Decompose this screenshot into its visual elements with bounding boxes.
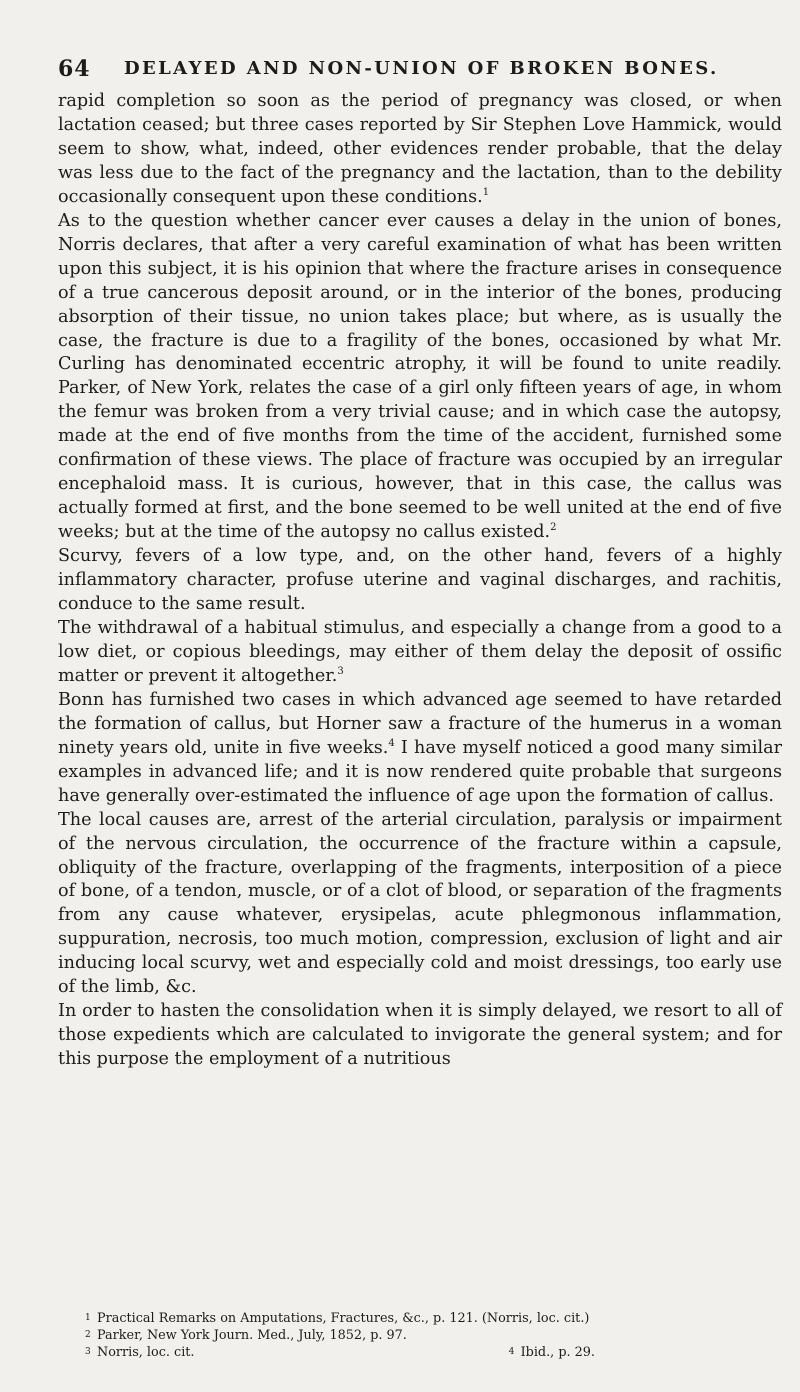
footnote-number: 1 xyxy=(85,1313,91,1323)
footnotes xyxy=(85,1310,725,1361)
footnote xyxy=(85,1327,725,1344)
paragraph: As to the question whether cancer ever causes a delay in the union of bones, Norris declares, that after a very careful examination of what has been written upon this subject, it is his opinion that where the fracture arises in consequence of a true cancerous deposit around, or in the interior of the bones, producing absorption of their tissue, no union takes place; but where, as is usually the case, the fracture is due to a fragility of the bones, occasioned by what Mr. Curling has denominated eccentric atrophy, it will be found to unite readily. Parker, of New York, relates the case of a girl only fifteen years of age, in whom the femur was broken from a very trivial cause; and in which case the autopsy, made at the end of five months from the time of the accident, furnished some confirmation of these views. The place of fracture was occupied by an irregular encephaloid mass. It is curious, however, that in this case, the callus was actually formed at first, and the bone seemed to be well united at the end of five weeks; but at the time of the autopsy no callus existed.$^2$ xyxy=(58,210,782,543)
footnote-text: Parker, New York Journ. Med., July, 1852, p. 97. xyxy=(97,1328,407,1343)
footnote-row xyxy=(85,1344,725,1361)
body-text xyxy=(58,90,782,1072)
footnote-text: Ibid., p. 29. xyxy=(520,1345,595,1360)
footnote-ref: 3 xyxy=(337,666,344,678)
footnote-ref: 1 xyxy=(482,186,490,198)
page xyxy=(58,56,782,1072)
running-title: DELAYED AND NON-UNION OF BROKEN BONES. xyxy=(124,58,719,79)
footnote-text: Norris, loc. cit. xyxy=(97,1345,195,1360)
paragraph: Bonn has furnished two cases in which advanced age seemed to have retarded the formation of callus, but Horner saw a fracture of the humerus in a woman ninety years old, unite in five weeks.$^4$ I have myself noticed a good many similar examples in advanced life; and it is now rendered quite probable that surgeons have generally over-estimated the influence of age upon the formation of callus. xyxy=(58,689,782,806)
footnote-text: Practical Remarks on Amputations, Fractures, &c., p. 121. (Norris, loc. cit.) xyxy=(97,1311,590,1326)
footnote xyxy=(509,1344,595,1361)
page-number: 64 xyxy=(58,56,91,82)
paragraph: The local causes are, arrest of the arterial circulation, paralysis or impairment of the nervous circulation, the occurrence of the fracture within a capsule, obliquity of the fracture, overlapping of the fragments, interposition of a piece of bone, of a tendon, muscle, or of a clot of blood, or separation of the fragments from any cause whatever, erysipelas, acute phlegmonous inflammation, suppuration, necrosis, too much motion, compression, exclusion of light and air inducing local scurvy, wet and especially cold and moist dressings, too early use of the limb, &c. xyxy=(58,809,782,998)
page-header xyxy=(58,56,782,82)
footnote-number: 4 xyxy=(508,1347,515,1357)
paragraph: The withdrawal of a habitual stimulus, and especially a change from a good to a low diet, or copious bleedings, may either of them delay the deposit of ossific matter or prevent it altogether.$^3$ xyxy=(58,617,782,686)
footnote-number: 3 xyxy=(85,1347,91,1357)
footnote-number: 2 xyxy=(85,1330,91,1340)
footnote-ref: 4 xyxy=(388,737,395,749)
footnote xyxy=(85,1310,725,1327)
paragraph: Scurvy, fevers of a low type, and, on the other hand, fevers of a highly inflammatory character, profuse uterine and vaginal discharges, and rachitis, conduce to the same result. xyxy=(58,546,782,615)
footnote xyxy=(85,1344,195,1361)
footnote-ref: 2 xyxy=(550,522,557,534)
paragraph: rapid completion so soon as the period of pregnancy was closed, or when lactation ceased; but three cases reported by Sir Stephen Love Hammick, would seem to show, what, indeed, other evidences render probable, that the delay was less due to the fact of the pregnancy and the lactation, than to the debility occasionally consequent upon these conditions.$^1$ xyxy=(58,91,782,207)
paragraph: In order to hasten the consolidation when it is simply delayed, we resort to all of those expedients which are calculated to invigorate the general system; and for this purpose the employment of a nutritious xyxy=(58,1001,782,1070)
